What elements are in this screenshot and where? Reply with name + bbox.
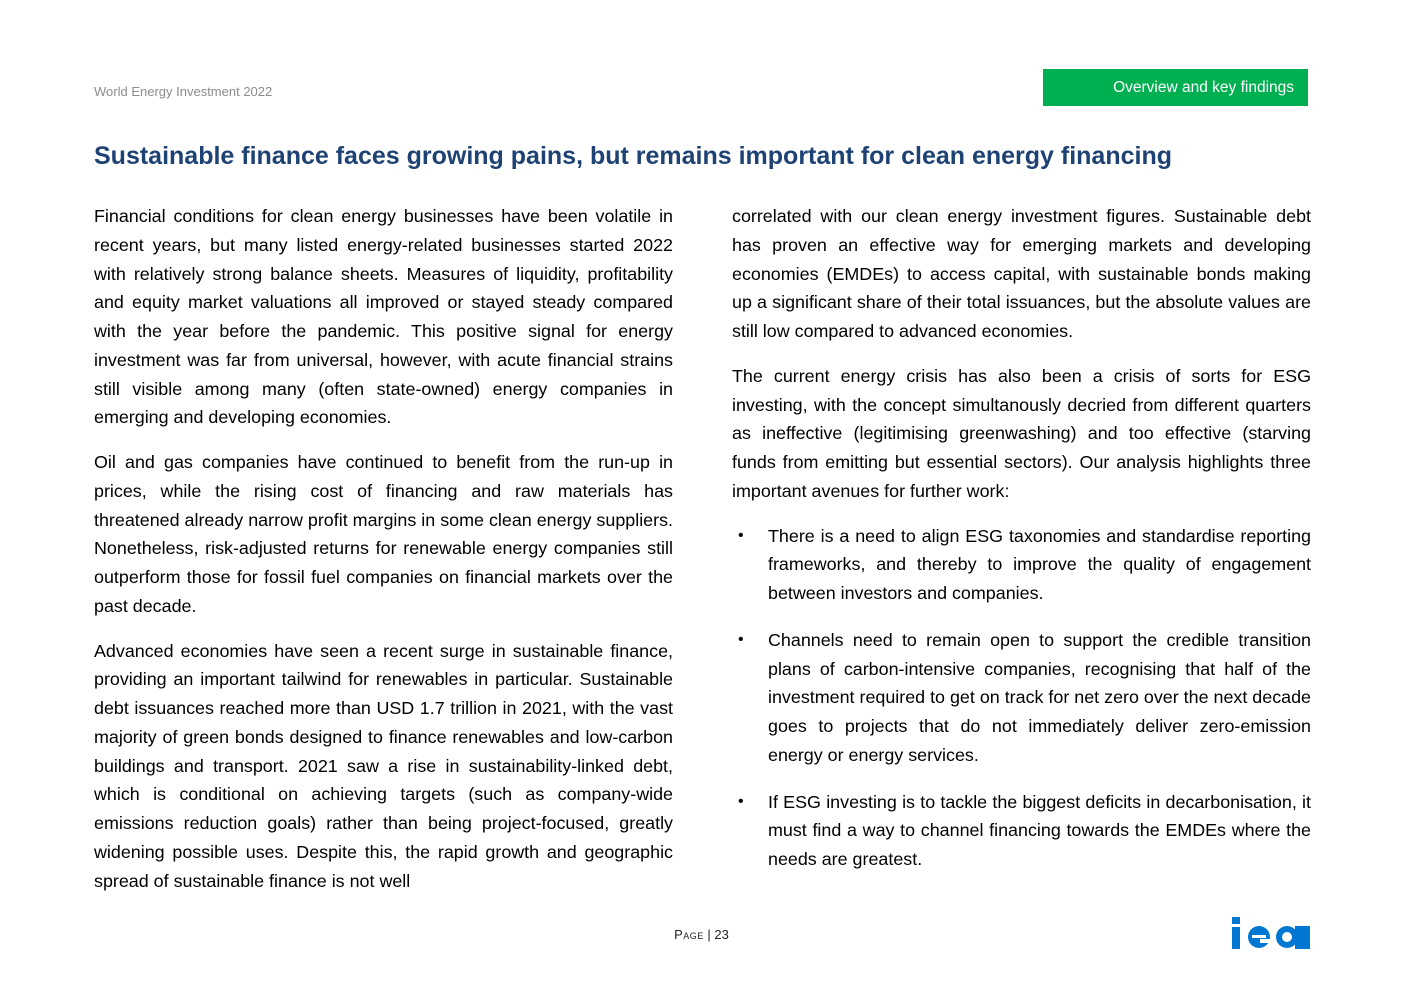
paragraph: Financial conditions for clean energy businesses have been volatile in recent years, but many listed energy-related businesses started 2022 with relatively strong balance sheets. Measures of liquidity, profitability and equity market valuations all improved or stayed steady compared with the year before the pandemic. This positive signal for energy investment was far from universal, however, with acute financial strains still visible among many (often state-owned) energy companies in emerging and developing economies. xyxy=(94,206,673,428)
section-badge xyxy=(1043,69,1308,106)
paragraph: The current energy crisis has also been a crisis of sorts for ESG investing, with the concept simultanously decried from different quarters as ineffective (legitimising greenwashing) and too effective (starving funds from emitting but essential sectors). Our analysis highlights three important avenues for further work: xyxy=(732,365,1311,501)
bullet-icon: • xyxy=(738,630,744,648)
right-column xyxy=(732,202,1311,892)
bullet-icon: • xyxy=(738,792,744,810)
bullet-text: If ESG investing is to tackle the biggest deficits in decarbonisation, it must find a way to channel financing towards the EMDEs where the needs are greatest. xyxy=(768,791,1311,869)
section-badge-label: Overview and key findings xyxy=(1113,78,1294,96)
page-number-value: 23 xyxy=(714,927,729,942)
logo-a-stem xyxy=(1295,926,1310,949)
page-separator: | xyxy=(707,927,711,942)
bullet-list xyxy=(732,522,1311,874)
logo-stem xyxy=(1232,927,1240,949)
list-item xyxy=(732,522,1311,608)
paragraph: Oil and gas companies have continued to benefit from the run-up in prices, while the rising cost of financing and raw materials has threatened already narrow profit margins in some clean energy suppliers. Nonetheless, risk-adjusted returns for renewable energy companies still outperform those for fossil fuel companies on financial markets over the past decade. xyxy=(94,452,673,616)
logo-e-gap xyxy=(1260,939,1272,943)
paragraph: correlated with our clean energy investment figures. Sustainable debt has proven an effective way for emerging markets and developing economies (EMDEs) to access capital, with sustainable bonds making up a significant share of their total issuances, but the absolute values are still low compared to advanced economies. xyxy=(732,206,1311,341)
iea-logo-icon xyxy=(1232,916,1310,950)
bullet-text: Channels need to remain open to support the credible transition plans of carbon-intensive companies, recognising that half of the investment required to get on track for net zero over the next decade goes to projects that do not immediately deliver zero-emission energy or energy services. xyxy=(768,629,1311,765)
list-item xyxy=(732,788,1311,874)
page-number xyxy=(0,927,1403,942)
bullet-text: There is a need to align ESG taxonomies and standardise reporting frameworks, and thereby to improve the quality of engagement between investors and companies. xyxy=(768,525,1311,603)
bullet-icon: • xyxy=(738,526,744,544)
list-item xyxy=(732,626,1311,770)
page-label: Page xyxy=(674,927,704,942)
left-column xyxy=(94,202,673,911)
paragraph: Advanced economies have seen a recent surge in sustainable finance, providing an important tailwind for renewables in particular. Sustainable debt issuances reached more than USD 1.7 trillion in 2021, with the vast majority of green bonds designed to finance renewables and low-carbon buildings and transport. 2021 saw a rise in sustainability-linked debt, which is conditional on achieving targets (such as company-wide emissions reduction goals) rather than being project-focused, greatly widening possible uses. Despite this, the rapid growth and geographic spread of sustainable finance is not well xyxy=(94,640,673,891)
logo-stem xyxy=(1232,917,1240,924)
page-heading: Sustainable finance faces growing pains, but remains important for clean energy financing xyxy=(94,142,1173,170)
logo-a-hole xyxy=(1282,932,1292,942)
logo-e-bar xyxy=(1252,935,1266,938)
document-title: World Energy Investment 2022 xyxy=(94,84,273,99)
